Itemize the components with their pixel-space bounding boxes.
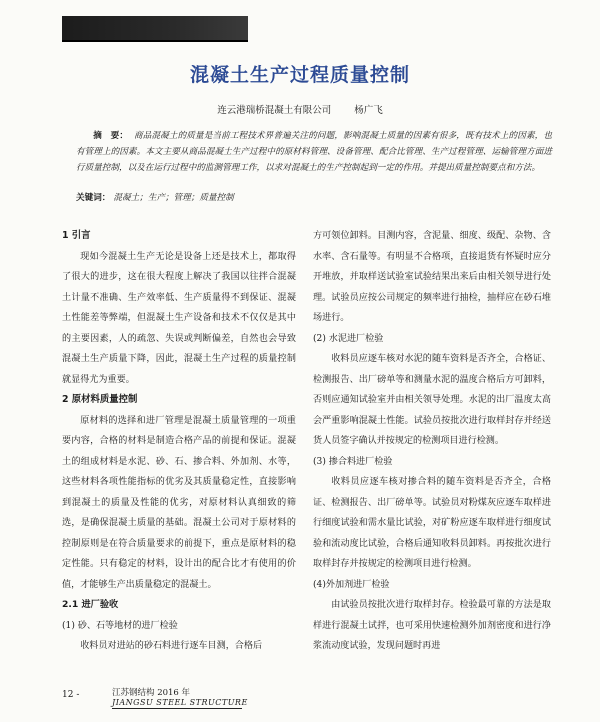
paragraph-admixture: 收料员应逐车核对掺合料的随车资料是否齐全，合格证、检测报告、出厂磅单等。试验员对粉煤灰应逐车取样进行细度试验和需水量比试验，对矿粉应逐车取样进行细度试验和流动度比试验，合格后通知收料员卸料。再按批次进行取样封存并按规定的检测项目进行检测。 <box>313 477 551 569</box>
paragraph-sand: 收料员对进站的砂石料进行逐车目测，合格后 <box>80 641 263 651</box>
author-name: 杨广飞 <box>354 105 383 116</box>
paragraph-cement: 收料员应逐车核对水泥的随车资料是否齐全，合格证、检测报告、出厂磅单等和测量水泥的温度合格后方可卸料，否则应通知试验室并由相关领导处理。水泥的出厂温度太高会严重影响混凝土性能。试验员按批次进行取样封存并经送货人员签字确认并按规定的检测项目进行检测。 <box>313 354 551 446</box>
section-heading-material: 2 原材料质量控制 <box>62 394 138 405</box>
item-heading-sand: (1) 砂、石等地材的进厂检验 <box>62 620 178 631</box>
journal-header-band <box>62 16 248 42</box>
author-line <box>0 102 600 116</box>
affiliation: 连云港瑞桥混凝土有限公司 <box>217 105 332 116</box>
abstract-label: 摘 要： <box>93 131 129 141</box>
paragraph-sand-continued: 方可领位卸料。目测内容，含泥量、细度、级配、杂物、含水率、含石量等。有明显不合格项，直接退货有怀疑时应分开堆放，并取样送试验室试验结果出来后由相关领导进行处理。试验员应按公司规定的频率进行抽检，抽样应在砂石堆场进行。 <box>313 231 551 323</box>
abstract <box>76 128 552 176</box>
paragraph-intro: 现如今混凝土生产无论是设备上还是技术上，都取得了很大的进步，这在很大程度上解决了我国以往拌合混凝土计量不准确、生产效率低、生产质量得不到保证、混凝土性能差等弊端，但混凝土生产设备和技术不仅仅是其中的主要因素，人的疏忽、失误或判断偏差，自然也会导致混凝土生产质量下降，因此，混凝土生产过程的质量控制就显得尤为重要。 <box>62 251 296 385</box>
paragraph-additive: 由试验员按批次进行取样封存。检验最可靠的方法是取样进行混凝土试拌，也可采用快速检测外加剂密度和进行净浆流动度试验，发现问题时再进 <box>313 600 551 651</box>
keywords-label: 关键词： <box>76 193 111 203</box>
journal-name-english: JIANGSU STEEL STRUCTURE <box>112 698 248 707</box>
keywords <box>76 191 552 203</box>
item-heading-cement: (2) 水泥进厂检验 <box>313 333 384 344</box>
section-heading-intro: 1 引言 <box>62 230 91 241</box>
journal-name: 江苏钢结构 2016 年 <box>112 688 191 698</box>
item-heading-additive: (4)外加剂进厂检验 <box>313 579 390 590</box>
subsection-heading-acceptance: 2.1 进厂验收 <box>62 599 119 610</box>
item-heading-admixture: (3) 掺合料进厂检验 <box>313 456 393 467</box>
left-column <box>62 226 296 657</box>
page-number: 12 - <box>62 690 80 700</box>
footer-rule <box>112 708 242 709</box>
right-column <box>313 226 551 657</box>
article-title: 混凝土生产过程质量控制 <box>189 64 410 86</box>
abstract-text: 商品混凝土的质量是当前工程技术界普遍关注的问题，影响混凝土质量的因素有很多，既有技术上的因素，也有管理上的因素。本文主要从商品混凝土生产过程中的原材料管理、设备管理、配合比管理、生产过程管理、运输管理方面进行质量控制，以及在运行过程中的监测管理工作，以求对混凝土的生产控制起到一定的作用。并提出质量控制要点和方法。 <box>76 131 552 173</box>
keywords-text: 混凝土；生产；管理；质量控制 <box>113 193 234 203</box>
paragraph-material: 原材料的选择和进厂管理是混凝土质量管理的一项重要内容，合格的材料是制造合格产品的前提和保证。混凝土的组成材料是水泥、砂、石、掺合料、外加剂、水等，这些材料各项性能指标的优劣及其质量稳定性，直接影响到混凝土的质量及性能的优劣，对原材料认真细致的筛选，是确保混凝土质量的基础。混凝土公司对于原材料的控制原则是在符合质量要求的前提下，重点是原材料的稳定性能。只有稳定的材料，设计出的配合比才有使用的价值，才能够生产出质量稳定的混凝土。 <box>62 415 296 590</box>
